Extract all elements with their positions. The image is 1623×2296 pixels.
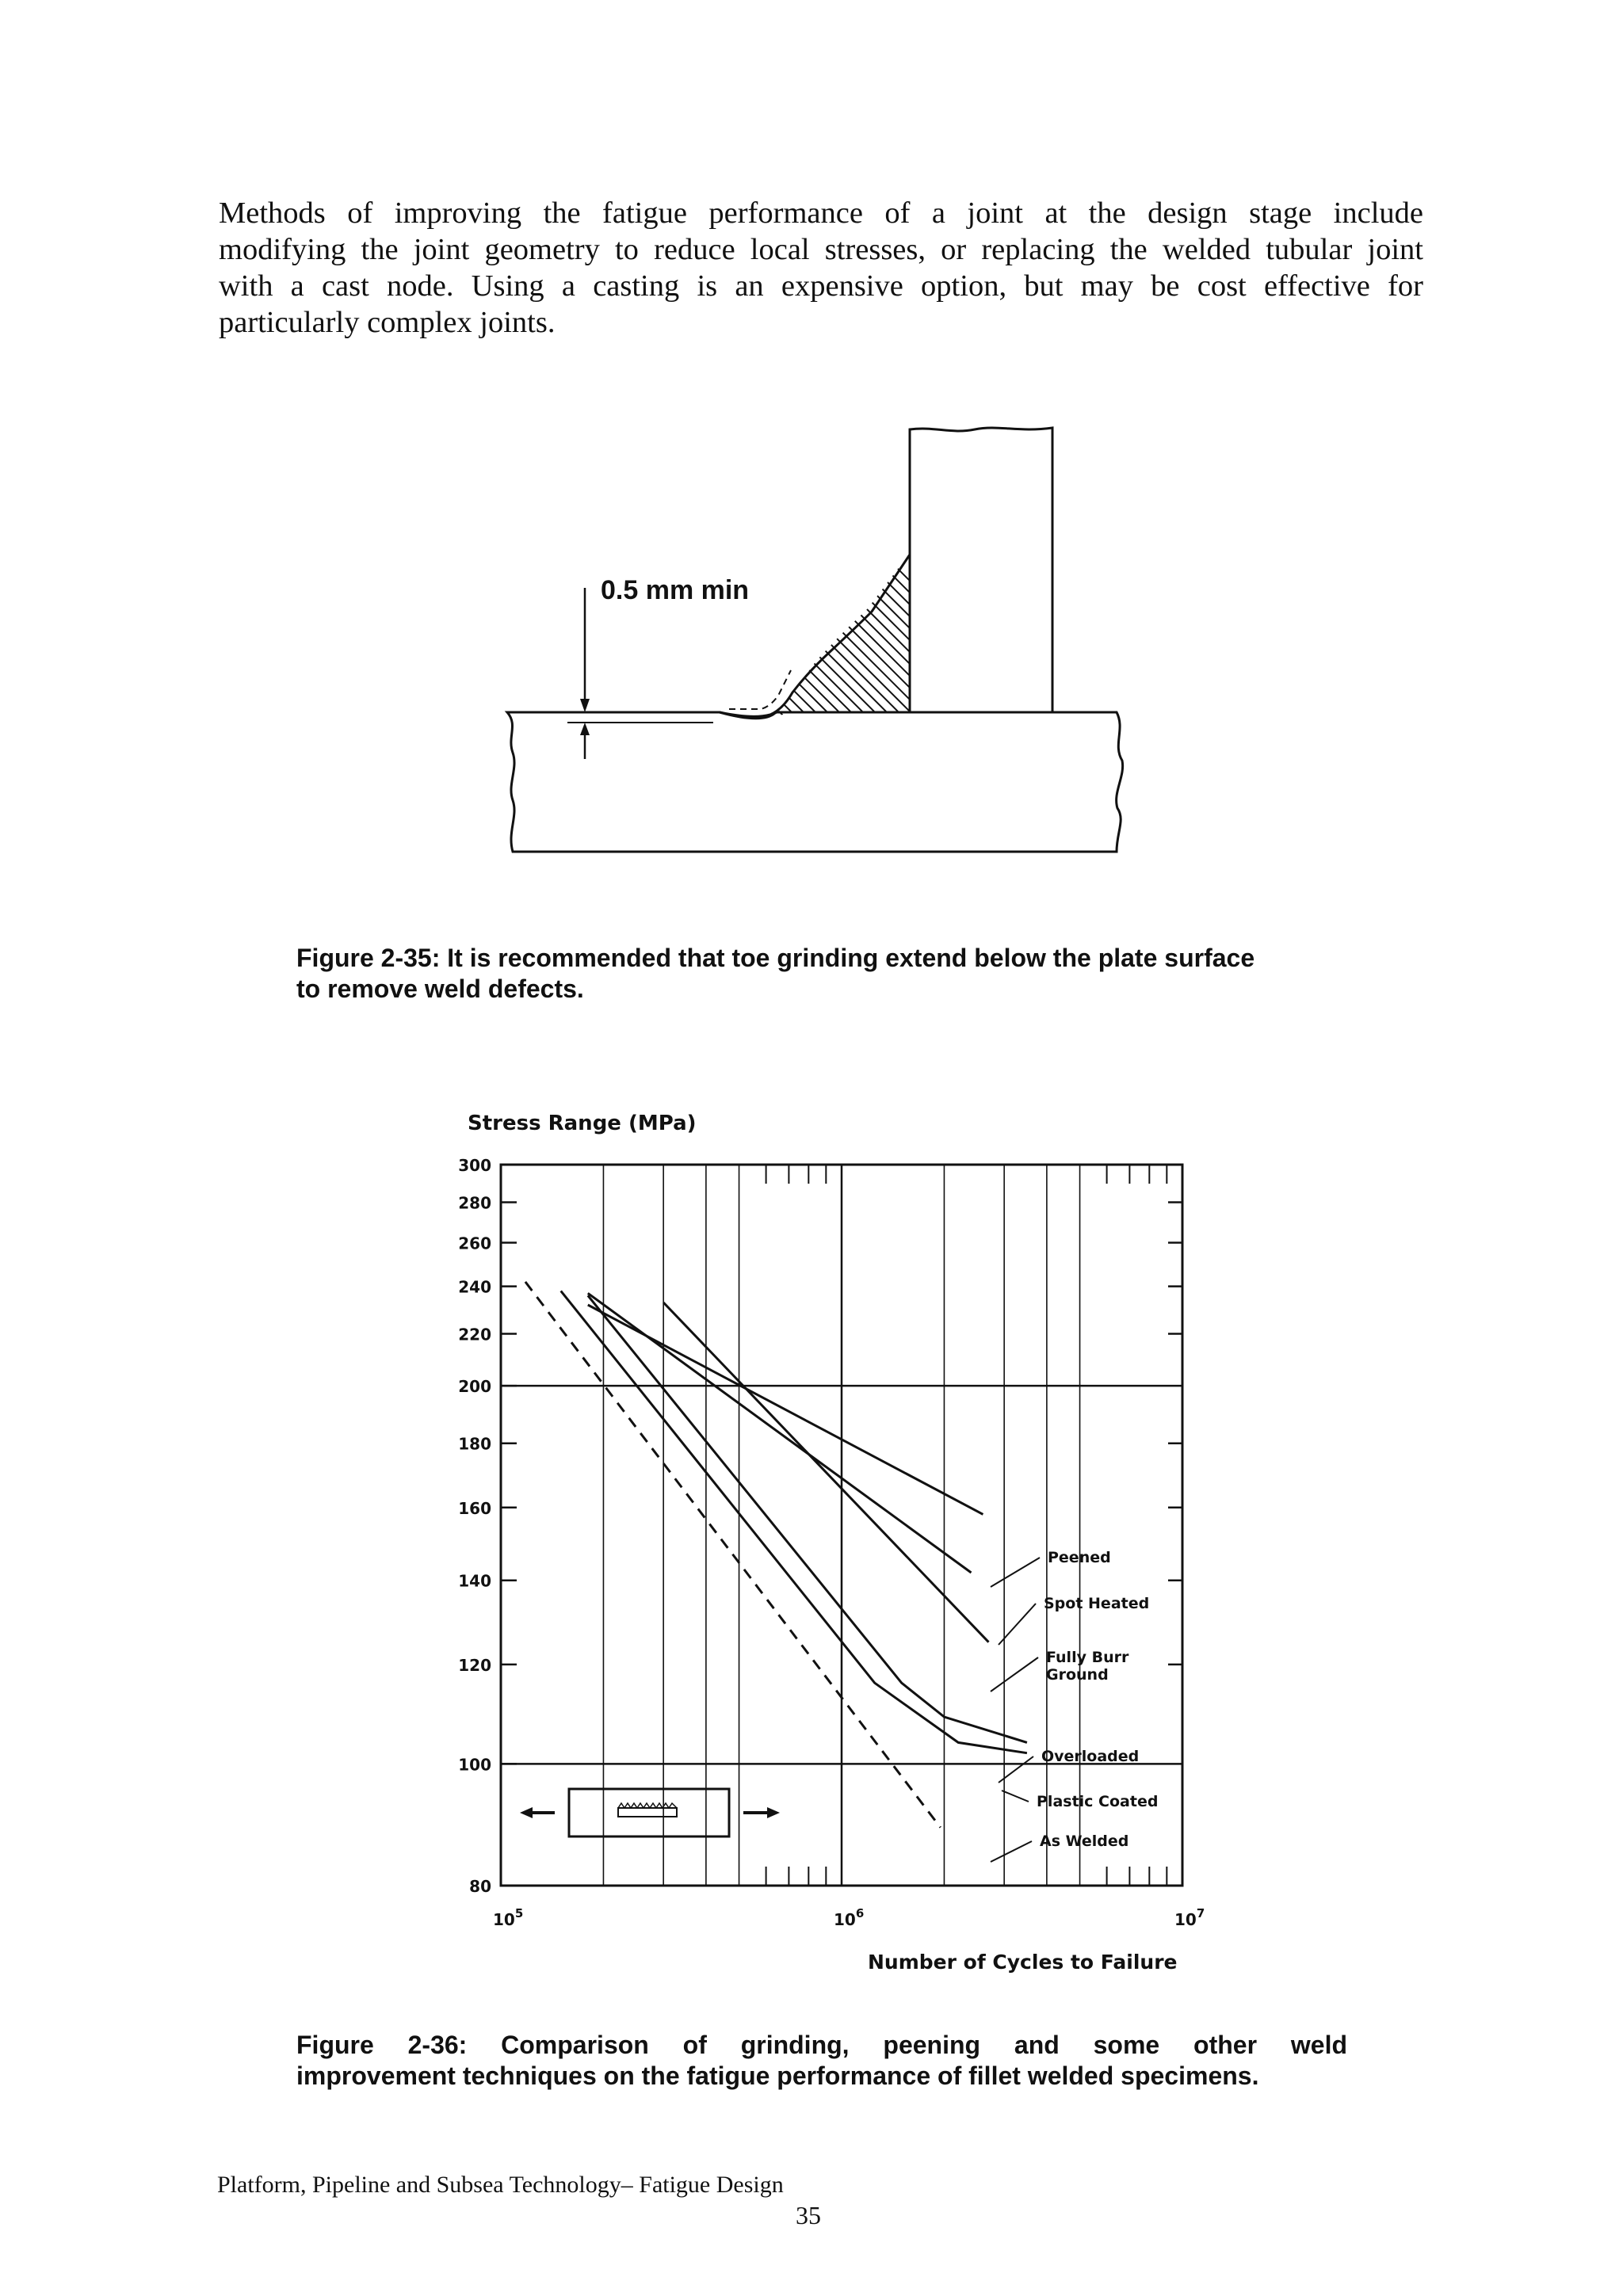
x-axis-label: Number of Cycles to Failure bbox=[868, 1951, 1178, 1974]
series-line-plastic-coated bbox=[561, 1291, 1027, 1753]
body-paragraph bbox=[219, 195, 1423, 341]
y-tick-label: 140 bbox=[458, 1571, 491, 1591]
x-tick-label: $10^6$ bbox=[834, 1906, 865, 1929]
y-tick-label: 200 bbox=[458, 1377, 491, 1397]
base-plate bbox=[507, 712, 1123, 852]
figure-2-35-caption bbox=[296, 943, 1358, 1005]
series-line-overloaded bbox=[588, 1295, 1027, 1742]
y-tick-label: 80 bbox=[469, 1877, 491, 1896]
sn-curve-chart bbox=[444, 1101, 1236, 1989]
paragraph-line: particularly complex joints. bbox=[219, 306, 556, 339]
y-tick-label: 300 bbox=[458, 1156, 491, 1175]
vertical-member bbox=[910, 428, 1052, 711]
series-line-as-welded bbox=[525, 1282, 941, 1828]
paragraph-line: with a cast node. Using a casting is an expensive option, but may be cost effective for bbox=[219, 269, 1423, 303]
y-tick-label: 280 bbox=[458, 1193, 491, 1213]
series-label-spot-heated: Spot Heated bbox=[1044, 1595, 1150, 1612]
series-label-peened: Peened bbox=[1048, 1549, 1111, 1566]
paragraph-line: Methods of improving the fatigue performance of a joint at the design stage include bbox=[219, 196, 1423, 230]
paragraph-line: modifying the joint geometry to reduce local stresses, or replacing the welded tubular joint bbox=[219, 233, 1423, 266]
caption-line: Figure 2-35: It is recommended that toe grinding extend below the plate surface bbox=[296, 944, 1255, 972]
y-tick-label: 160 bbox=[458, 1498, 491, 1518]
series-label-plastic-coated: Plastic Coated bbox=[1037, 1793, 1159, 1810]
caption-line: to remove weld defects. bbox=[296, 974, 584, 1003]
caption-line: improvement techniques on the fatigue performance of fillet welded specimens. bbox=[296, 2061, 1259, 2090]
y-tick-label: 240 bbox=[458, 1277, 491, 1297]
y-tick-label: 180 bbox=[458, 1434, 491, 1454]
leader-line bbox=[991, 1558, 1040, 1587]
dimension-label: 0.5 mm min bbox=[601, 575, 750, 605]
y-axis-label: Stress Range (MPa) bbox=[468, 1112, 697, 1135]
y-tick-label: 120 bbox=[458, 1655, 491, 1675]
original-weld-toe-dashed bbox=[729, 670, 791, 709]
caption-line: Figure 2-36: Comparison of grinding, peening and some other weld bbox=[296, 2031, 1347, 2059]
leader-line bbox=[991, 1657, 1038, 1691]
x-tick-label: $10^7$ bbox=[1174, 1906, 1205, 1929]
series-label-as-welded: As Welded bbox=[1040, 1833, 1129, 1850]
y-tick-label: 260 bbox=[458, 1234, 491, 1253]
page-footer: Platform, Pipeline and Subsea Technology– Fatigue Design bbox=[217, 2172, 784, 2198]
leader-line bbox=[1002, 1791, 1029, 1802]
weld-toe-grinding-diagram bbox=[491, 420, 1125, 864]
y-tick-label: 220 bbox=[458, 1325, 491, 1344]
specimen-sketch bbox=[520, 1789, 780, 1836]
series-label-fully-burr-ground: Fully Burr Ground bbox=[1046, 1649, 1129, 1684]
leader-line bbox=[991, 1841, 1032, 1862]
series-label-overloaded: Overloaded bbox=[1041, 1748, 1140, 1765]
x-tick-label: $10^5$ bbox=[493, 1906, 524, 1929]
page-number: 35 bbox=[796, 2201, 821, 2229]
figure-2-36-caption bbox=[296, 2030, 1347, 2092]
y-tick-label: 100 bbox=[458, 1755, 491, 1775]
